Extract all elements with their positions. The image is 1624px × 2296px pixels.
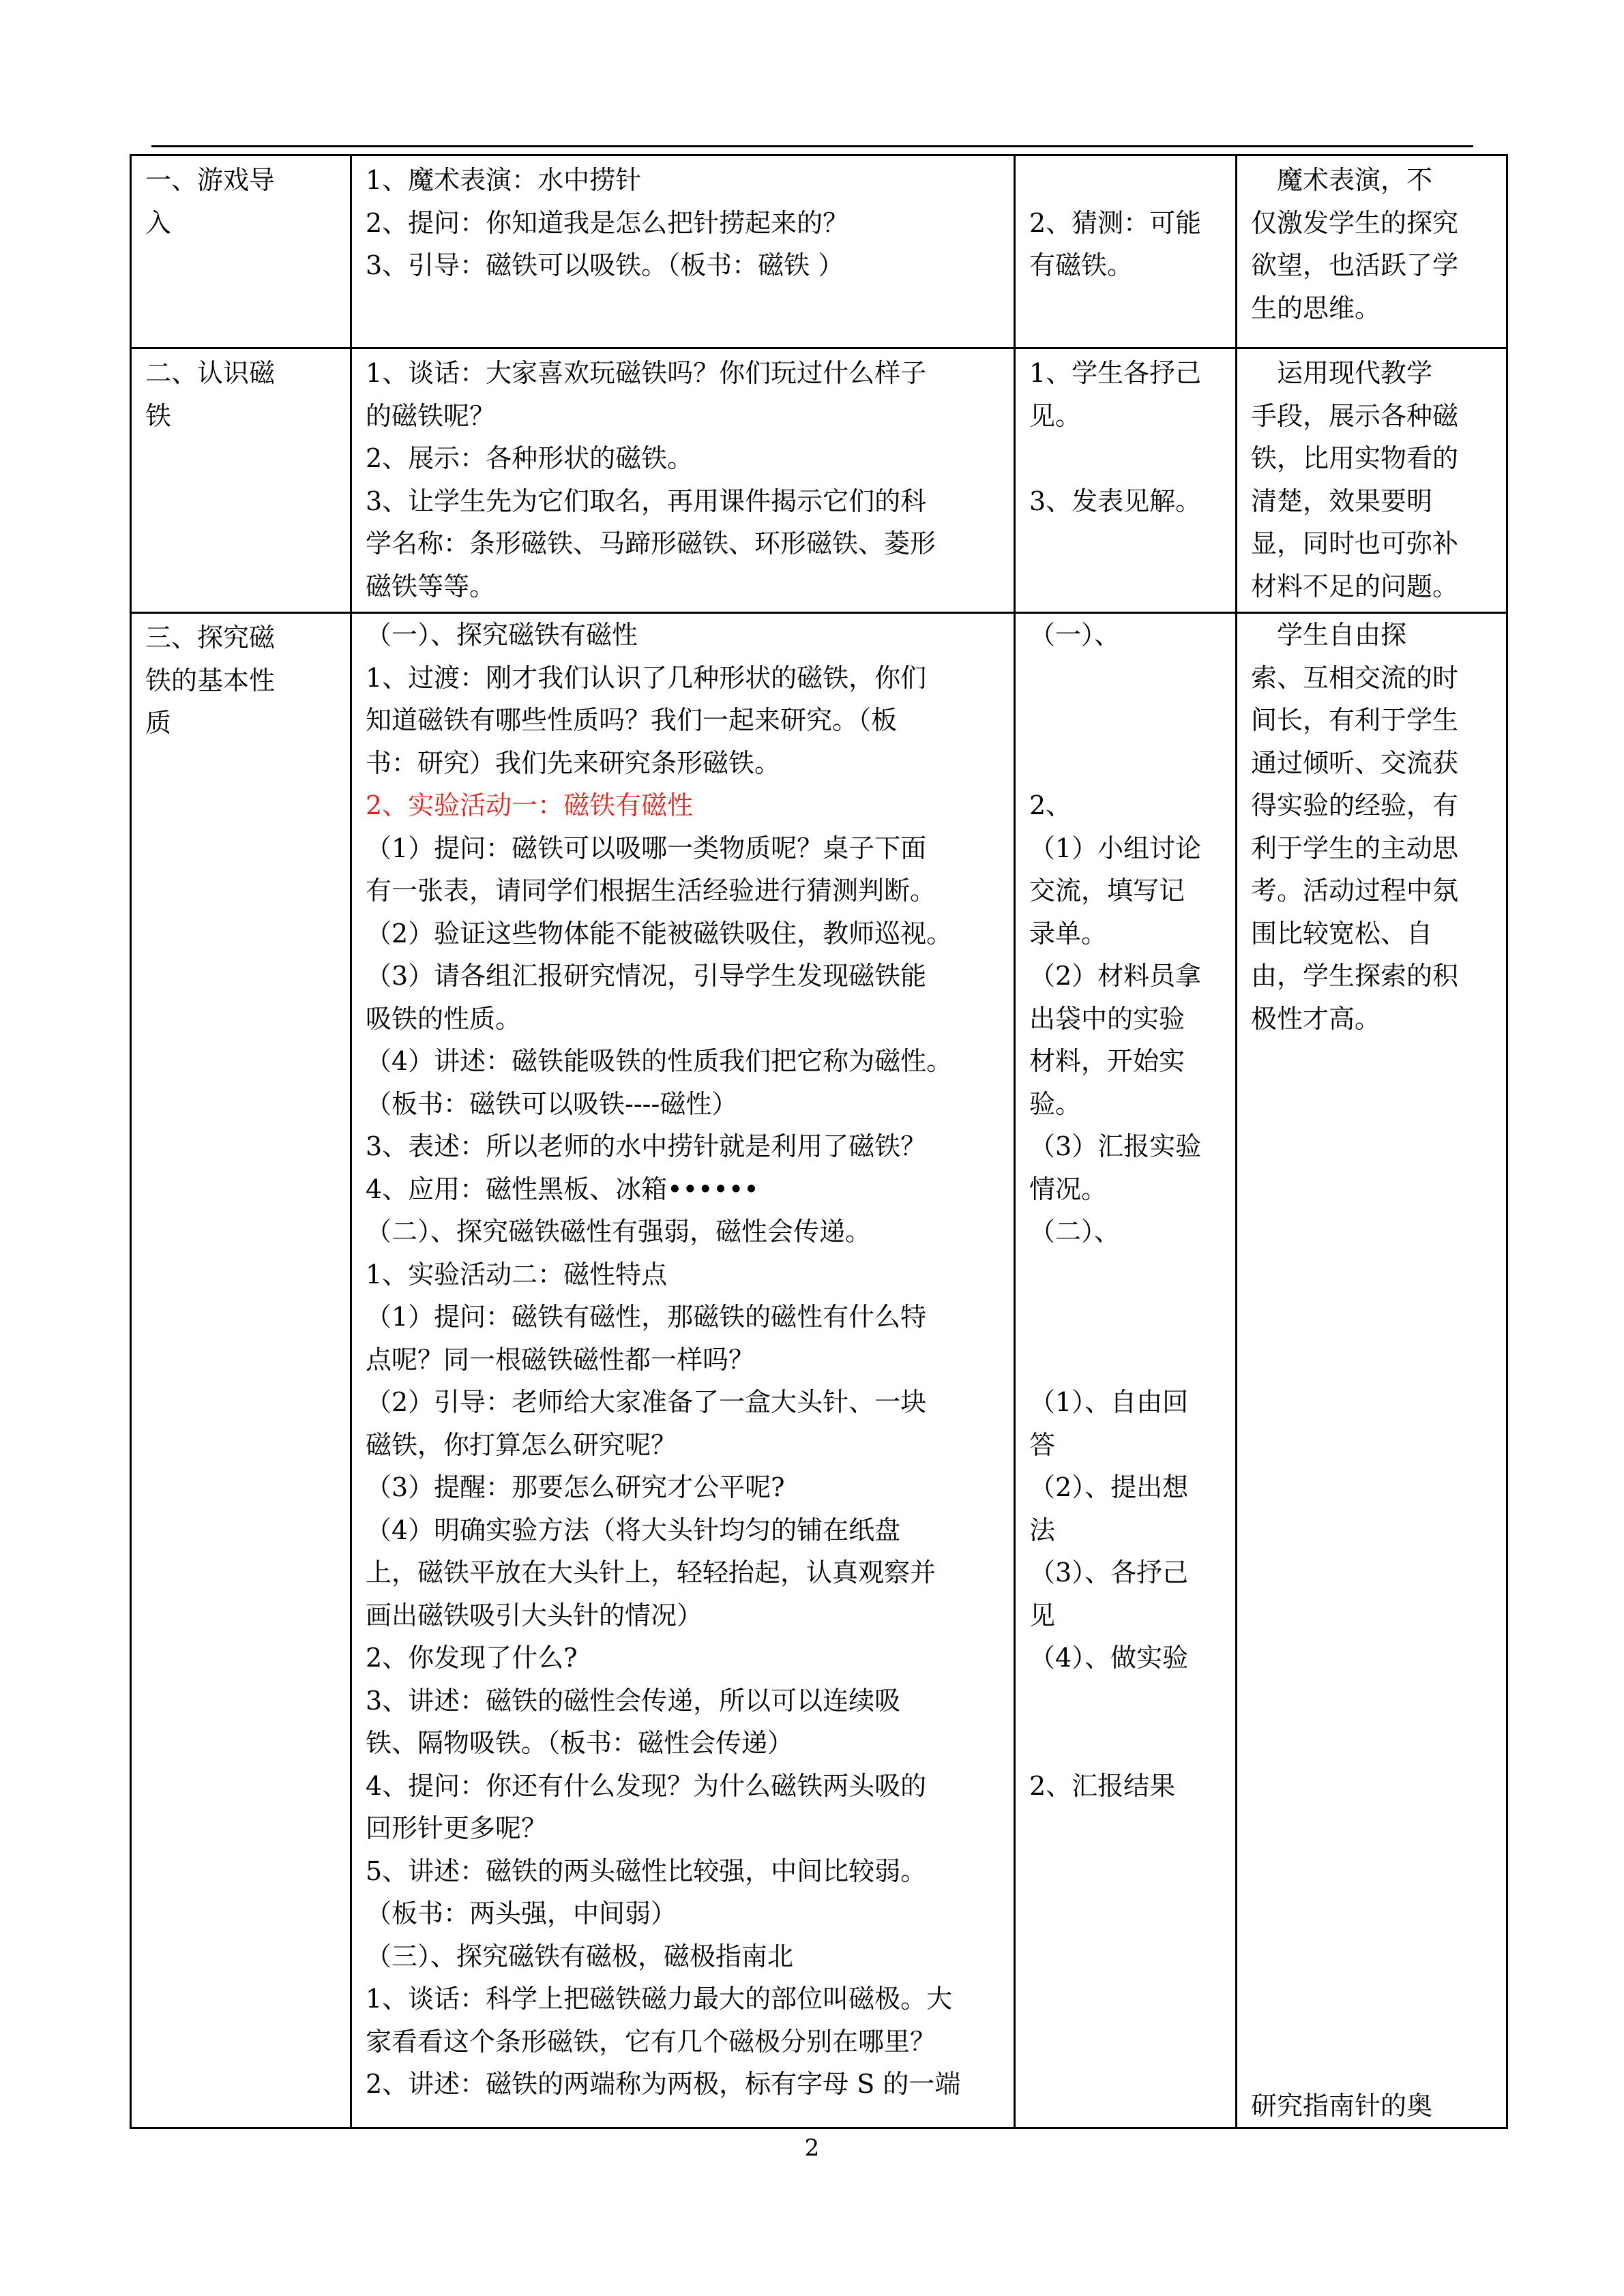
student-line: （2）材料员拿 (1029, 961, 1202, 991)
teacher-line: 3、讲述：磁铁的磁性会传递，所以可以连续吸 (366, 1685, 901, 1716)
stage-cell (131, 348, 351, 613)
intent-line: 生的思维。 (1251, 293, 1381, 323)
header-rule (151, 145, 1473, 147)
student-line: 2、猜测：可能 (1029, 207, 1202, 238)
teacher-line: （2）引导：老师给大家准备了一盒大头针、一块 (366, 1387, 927, 1417)
teacher-line: 上，磁铁平放在大头针上，轻轻抬起，认真观察并 (366, 1557, 936, 1587)
student-activity-cell (1015, 613, 1237, 2128)
student-activity-cell (1015, 155, 1237, 348)
student-line: （4）、做实验 (1029, 1643, 1189, 1673)
student-line (1029, 1722, 1226, 1765)
design-intent-cell (1237, 613, 1507, 2128)
student-line (1029, 699, 1226, 742)
student-line (1029, 1680, 1226, 1723)
teacher-line: 4、提问：你还有什么发现？为什么磁铁两头吸的 (366, 1770, 927, 1801)
teacher-line: 3、让学生先为它们取名，再用课件揭示它们的科 (366, 486, 927, 516)
teacher-line: （4）明确实验方法（将大头针均匀的铺在纸盘 (366, 1515, 901, 1545)
student-line: 出袋中的实验 (1029, 1003, 1185, 1034)
student-line: 2、 (1029, 790, 1072, 820)
student-line: （1）小组讨论 (1029, 833, 1202, 863)
teacher-line: （1）提问：磁铁可以吸哪一类物质呢？桌子下面 (366, 833, 927, 863)
teacher-line: 3、引导：磁铁可以吸铁。（板书：磁铁 ） (366, 250, 844, 280)
intent-line: 得实验的经验，有 (1251, 790, 1459, 820)
intent-line: 运用现代教学 (1251, 358, 1433, 388)
teacher-line: （板书：磁铁可以吸铁----磁性） (366, 1088, 738, 1119)
intent-line: 由，学生探索的积 (1251, 961, 1459, 991)
teacher-line: 1、实验活动二：磁性特点 (366, 1259, 668, 1289)
table-row-know-magnets (131, 348, 1507, 613)
student-line: （1）、自由回 (1029, 1387, 1189, 1417)
intent-line: 仅激发学生的探究 (1251, 207, 1459, 238)
student-line: 录单。 (1029, 918, 1108, 949)
teacher-line: 铁、隔物吸铁。（板书：磁性会传递） (366, 1728, 794, 1758)
student-line: 1、学生各抒己 (1029, 358, 1202, 388)
teacher-line: 2、讲述：磁铁的两端称为两极，标有字母 S 的一端 (366, 2069, 961, 2099)
intent-line: 欲望，也活跃了学 (1251, 250, 1459, 280)
teacher-line: （一）、探究磁铁有磁性 (366, 620, 638, 650)
teacher-line: 1、谈话：科学上把磁铁磁力最大的部位叫磁极。大 (366, 1984, 953, 2014)
teacher-line: 2、展示：各种形状的磁铁。 (366, 443, 694, 473)
stage-line: 三、探究磁 (145, 623, 276, 653)
teacher-line: 1、过渡：刚才我们认识了几种形状的磁铁，你们 (366, 662, 927, 693)
teacher-activity-cell (351, 155, 1015, 348)
teacher-line: 画出磁铁吸引大头针的情况） (366, 1600, 703, 1630)
stage-cell (131, 613, 351, 2128)
teacher-line: 书：研究）我们先来研究条形磁铁。 (366, 747, 781, 778)
teacher-line: （2）验证这些物体能不能被磁铁吸住，教师巡视。 (366, 918, 953, 949)
teacher-line: 1、魔术表演：水中捞针 (366, 165, 642, 195)
stage-line: 入 (145, 207, 172, 238)
intent-line-bottom: 研究指南针的奥 (1251, 2090, 1433, 2121)
student-line: （二）、 (1029, 1217, 1121, 1247)
stage-line: 质 (145, 708, 172, 738)
lesson-plan-table (130, 154, 1508, 2129)
student-line: （2）、提出想 (1029, 1472, 1189, 1502)
teacher-line: 有一张表，请同学们根据生活经验进行猜测判断。 (366, 876, 936, 906)
teacher-line: （二）、探究磁铁磁性有强弱，磁性会传递。 (366, 1217, 872, 1247)
teacher-activity-cell (351, 348, 1015, 613)
student-line: 法 (1029, 1515, 1056, 1545)
student-line (1029, 159, 1226, 202)
intent-line: 考。活动过程中氛 (1251, 876, 1459, 906)
student-line: 见。 (1029, 400, 1082, 431)
intent-line: 材料不足的问题。 (1251, 571, 1459, 601)
teacher-line: 2、提问：你知道我是怎么把针捞起来的？ (366, 207, 849, 238)
teacher-line: 磁铁，你打算怎么研究呢？ (366, 1429, 677, 1460)
stage-line: 二、认识磁 (145, 358, 276, 388)
student-line (1029, 657, 1226, 700)
teacher-line: （3）请各组汇报研究情况，引导学生发现磁铁能 (366, 961, 927, 991)
teacher-line: （3）提醒：那要怎么研究才公平呢? (366, 1472, 785, 1502)
intent-line: 索、互相交流的时 (1251, 662, 1459, 693)
table-row-intro (131, 155, 1507, 348)
stage-cell (131, 155, 351, 348)
teacher-line: 5、讲述：磁铁的两头磁性比较强，中间比较弱。 (366, 1855, 927, 1886)
student-line: 材料，开始实 (1029, 1046, 1185, 1076)
intent-line: 通过倾听、交流获 (1251, 747, 1459, 778)
student-line: （一）、 (1029, 620, 1121, 650)
student-line (1029, 1296, 1226, 1339)
intent-line: 清楚，效果要明 (1251, 486, 1433, 516)
student-activity-cell (1015, 348, 1237, 613)
teacher-line: 学名称：条形磁铁、马蹄形磁铁、环形磁铁、菱形 (366, 528, 936, 558)
teacher-line: 吸铁的性质。 (366, 1003, 522, 1034)
teacher-line: （板书：两头强，中间弱） (366, 1898, 677, 1928)
intent-line: 学生自由探 (1251, 620, 1407, 650)
student-line: 验。 (1029, 1088, 1082, 1119)
student-line: 2、汇报结果 (1029, 1770, 1176, 1801)
teacher-line-highlight: 2、实验活动一：磁铁有磁性 (366, 790, 694, 820)
student-line: 见 (1029, 1600, 1056, 1630)
student-line (1029, 437, 1226, 480)
teacher-line: 的磁铁呢？ (366, 400, 496, 431)
teacher-line: 1、谈话：大家喜欢玩磁铁吗？你们玩过什么样子 (366, 358, 927, 388)
page-number: 2 (804, 2134, 820, 2162)
teacher-line: 点呢？同一根磁铁磁性都一样吗？ (366, 1344, 755, 1375)
intent-line: 间长，有利于学生 (1251, 705, 1459, 735)
teacher-line: （4）讲述：磁铁能吸铁的性质我们把它称为磁性。 (366, 1046, 953, 1076)
student-line: （3）、各抒己 (1029, 1557, 1189, 1587)
intent-line: 铁，比用实物看的 (1251, 443, 1459, 473)
teacher-line: 3、表述：所以老师的水中捞针就是利用了磁铁？ (366, 1131, 927, 1161)
student-line: （3）汇报实验 (1029, 1131, 1202, 1161)
stage-line: 铁的基本性 (145, 665, 276, 696)
intent-line: 显，同时也可弥补 (1251, 528, 1459, 558)
student-line (1029, 1253, 1226, 1296)
student-line (1029, 742, 1226, 785)
design-intent-cell (1237, 155, 1507, 348)
student-line: 答 (1029, 1429, 1056, 1460)
teacher-line: （三）、探究磁铁有磁极，磁极指南北 (366, 1941, 794, 1971)
intent-line: 极性才高。 (1251, 1003, 1381, 1034)
teacher-activity-cell (351, 613, 1015, 2128)
teacher-line: 磁铁等等。 (366, 571, 496, 601)
teacher-line: （1）提问：磁铁有磁性，那磁铁的磁性有什么特 (366, 1302, 927, 1332)
teacher-line: 4、应用：磁性黑板、冰箱•••••• (366, 1174, 759, 1204)
intent-line: 利于学生的主动思 (1251, 833, 1459, 863)
teacher-line: 知道磁铁有哪些性质吗？我们一起来研究。（板 (366, 705, 898, 735)
student-line: 情况。 (1029, 1174, 1108, 1204)
intent-line: 魔术表演，不 (1251, 165, 1433, 195)
teacher-line: 2、你发现了什么? (366, 1643, 578, 1673)
teacher-line: 回形针更多呢？ (366, 1813, 548, 1843)
design-intent-cell (1237, 348, 1507, 613)
intent-line: 手段，展示各种磁 (1251, 400, 1459, 431)
student-line (1029, 1339, 1226, 1382)
stage-line: 一、游戏导 (145, 165, 276, 195)
student-line: 交流，填写记 (1029, 876, 1185, 906)
intent-line: 围比较宽松、自 (1251, 918, 1433, 949)
student-line: 3、发表见解。 (1029, 486, 1202, 516)
student-line: 有磁铁。 (1029, 250, 1134, 280)
table-row-explore-properties (131, 613, 1507, 2128)
stage-line: 铁 (145, 400, 172, 431)
teacher-line: 家看看这个条形磁铁，它有几个磁极分别在哪里？ (366, 2026, 936, 2057)
